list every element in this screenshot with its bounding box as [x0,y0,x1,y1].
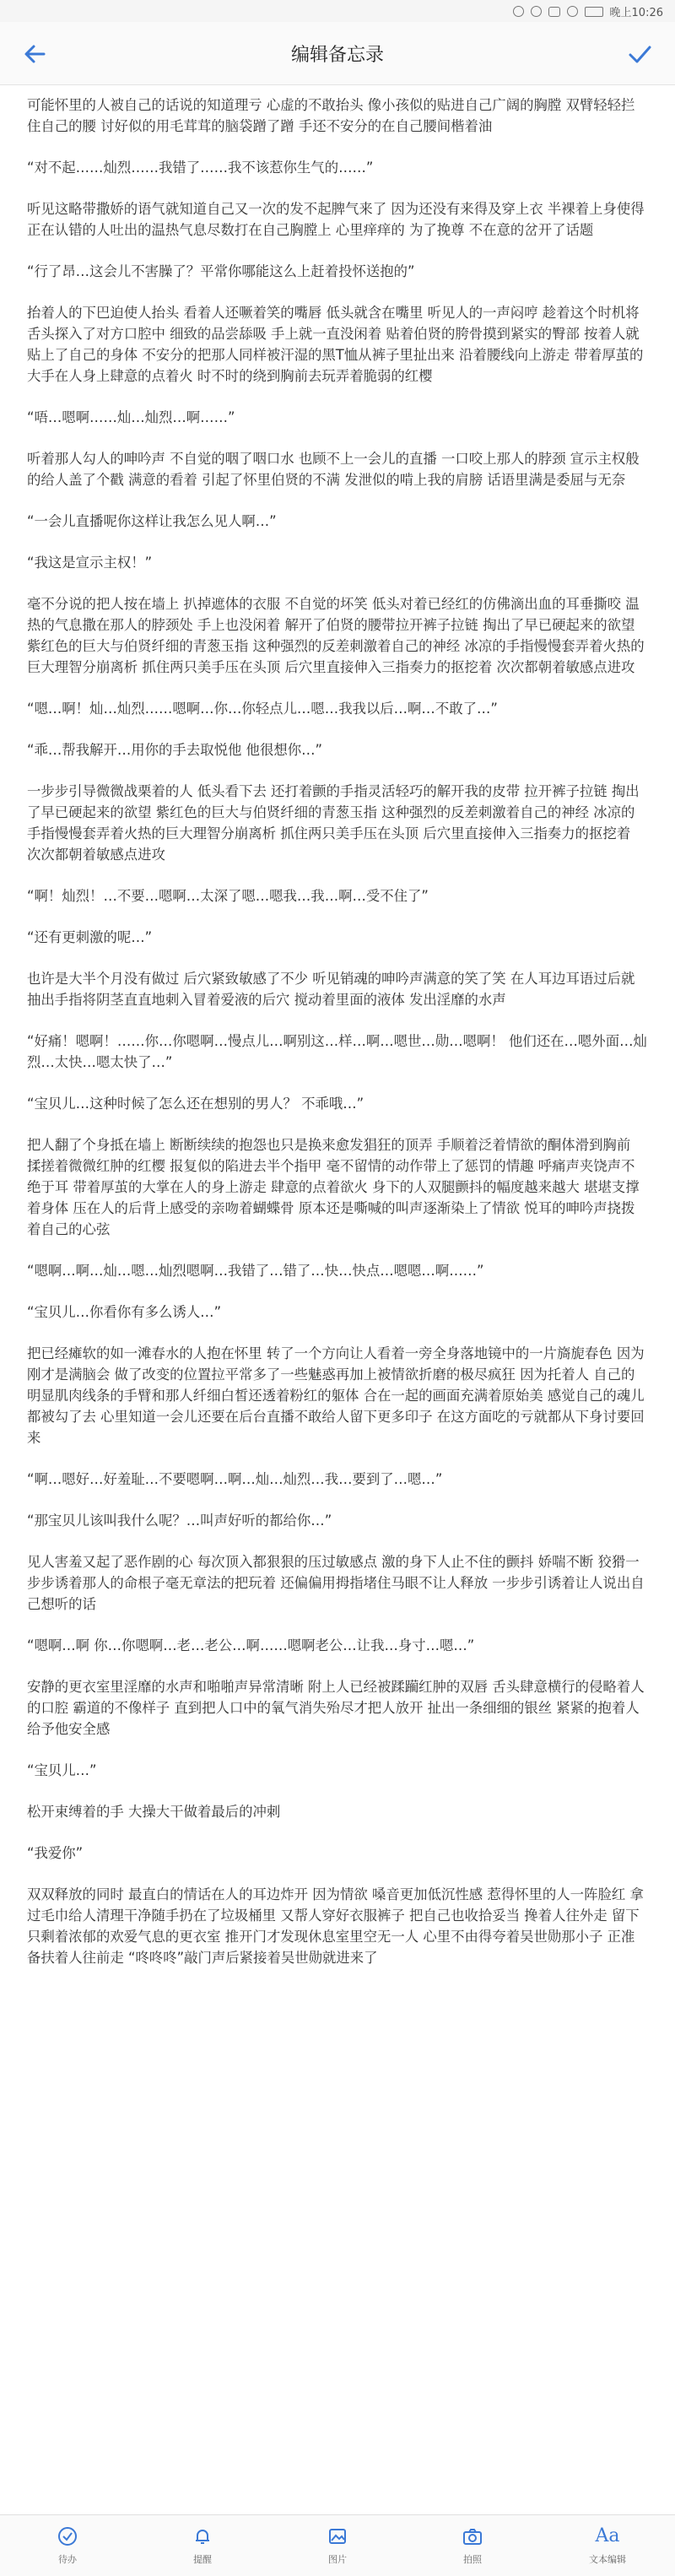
note-paragraph: 见人害羞又起了恶作剧的心 每次顶入都狠狠的压过敏感点 激的身下人止不住的颤抖 娇喘不断 狡猾一步步诱着那人的命根子毫无章法的把玩着 还偏偏用拇指堵住马眼不让人释放 一步步引诱着让人说出自己想听的话 [27,1554,645,1612]
page-title: 编辑备忘录 [290,45,384,66]
text-format-label: 文本编辑 [589,2554,626,2565]
note-paragraph: 把已经瘫软的如一滩春水的人抱在怀里 转了一个方向让人看着一旁全身落地镜中的一片旖旎春色 因为刚才是满脑会 做了改变的位置拉平常多了一些魅惑再加上被情欲折磨的极尽疯狂 因为托着人 自己的明显肌肉线条的手臂和那人纤细白皙还透着粉红的躯体 合在一起的画面充满着原始美 感觉自己的魂儿都被勾了去 心里知道一会儿还要在后台直播不敢给人留下更多印子 在这方面吃的亏就都从下身讨要回来 [27,1345,645,1446]
todo-label: 待办 [58,2554,77,2565]
save-button[interactable] [623,37,656,71]
note-paragraph: “宝贝儿…这种时候了怎么还在想别的男人？ 不乖哦…” [27,1096,364,1112]
reminder-button[interactable] [135,2515,270,2576]
note-paragraph: “我爱你” [27,1845,84,1861]
note-paragraph: “好痛！嗯啊！……你…你嗯啊…慢点儿…啊别这…样…啊…嗯世…勋…嗯啊！ 他们还在…嗯外面…灿烈…太快…嗯太快了…” [27,1033,647,1070]
note-paragraph: 也许是大半个月没有做过 后穴紧致敏感了不少 听见销魂的呻吟声满意的笑了笑 在人耳边耳语过后就抽出手指将阴茎直直地刺入冒着爱液的后穴 搅动着里面的液体 发出淫靡的水声 [27,971,635,1008]
note-paragraph: “嗯…啊！灿…灿烈……嗯啊…你…你轻点儿…嗯…我我以后…啊…不敢了…” [27,701,498,717]
app-header [0,22,675,85]
note-paragraph: “唔…嗯啊……灿…灿烈…啊……” [27,409,235,425]
note-paragraph: “宝贝儿…你看你有多么诱人…” [27,1304,222,1320]
alarm-icon [531,6,542,17]
note-paragraph: 听着那人勾人的呻吟声 不自觉的咽了咽口水 也顾不上一会儿的直播 一口咬上那人的脖颈 宣示主权般的给人盖了个戳 满意的看着 引起了怀里伯贤的不满 发泄似的啃上我的肩膀 话语里满是委屈与无奈 [27,451,640,488]
todo-checklist-icon [57,2525,78,2547]
battery-icon [585,7,603,17]
sync-icon [513,6,524,17]
text-format-button[interactable] [540,2515,675,2576]
camera-icon [462,2525,483,2547]
todo-button[interactable] [0,2515,135,2576]
image-icon [327,2525,348,2547]
note-paragraph: “一会儿直播呢你这样让我怎么见人啊…” [27,513,277,529]
note-paragraph: “行了昂…这会儿不害臊了？平常你哪能这么上赶着投怀送抱的” [27,263,415,279]
image-label: 图片 [328,2554,347,2565]
note-paragraph: “乖…帮我解开…用你的手去取悦他 他很想你…” [27,742,323,758]
image-button[interactable] [270,2515,405,2576]
bottom-toolbar [0,2514,675,2576]
note-paragraph: 毫不分说的把人按在墙上 扒掉遮体的衣服 不自觉的坏笑 低头对着已经红的仿佛滴出血的耳垂撕咬 温热的气息撒在那人的脖颈处 手上也没闲着 解开了伯贤的腰带拉开裤子拉链 掏出了早已硬起来的欲望 紫红色的巨大与伯贤纤细的青葱玉指 这种强烈的反差刺激着自己的神经 冰凉的手指慢慢套弄着火热的巨大理智分崩离析 抓住两只美手压在头顶 后穴里直接伸入三指奏力的抠挖着 次次都朝着敏感点进攻 [27,596,645,675]
note-paragraph: 安静的更衣室里淫靡的水声和啪啪声异常清晰 附上人已经被蹂躏红肿的双唇 舌头肆意横行的侵略着人的口腔 霸道的不像样子 直到把人口中的氧气消失殆尽才把人放开 扯出一条细细的银丝 紧紧的抱着人给予他安全感 [27,1679,645,1737]
note-paragraph: 可能怀里的人被自己的话说的知道理亏 心虚的不敢抬头 像小孩似的贴进自己广阔的胸膛 双臂轻轻拦住自己的腰 讨好似的用毛茸茸的脑袋蹭了蹭 手还不安分的在自己腰间楷着油 [27,97,635,134]
note-paragraph: “啊！灿烈！…不要…嗯啊…太深了嗯…嗯我…我…啊…受不住了” [27,888,429,904]
status-bar [0,0,675,22]
note-paragraph: 松开束缚着的手 大操大干做着最后的冲刺 [27,1804,281,1820]
note-paragraph: 一步步引导微微战栗着的人 低头看下去 还打着颤的手指灵活轻巧的解开我的皮带 拉开裤子拉链 掏出了早已硬起来的欲望 紫红色的巨大与伯贤纤细的青葱玉指 这种强烈的反差刺激着自己的神经 冰凉的手指慢慢套弄着火热的巨大理智分崩离析 抓住两只美手压在头顶 后穴里直接伸入三指奏力的抠挖着 次次都朝着敏感点进攻 [27,783,640,863]
camera-label: 拍照 [463,2554,482,2565]
camera-button[interactable] [405,2515,540,2576]
note-paragraph: “宝贝儿…” [27,1762,97,1778]
note-paragraph: 双双释放的同时 最直白的情话在人的耳边炸开 因为情欲 嗓音更加低沉性感 惹得怀里的人一阵脸红 拿过毛巾给人清理干净随手扔在了垃圾桶里 又帮人穿好衣服裤子 把自己也收拾妥当 搀着人往外走 留下只剩着浓郁的欢爱气息的更衣室 推开门才发现休息室里空无一人 心里不由得夸着吴世勋那小子 正准备扶着人往前走 “咚咚咚”敲门声后紧接着吴世勋就进来了 [27,1886,644,1966]
note-paragraph: “对不起……灿烈……我错了……我不该惹你生气的……” [27,160,374,176]
check-icon [623,37,656,71]
status-icons [513,3,663,19]
note-paragraph: 抬着人的下巴迫使人抬头 看着人还噘着笑的嘴唇 低头就含在嘴里 听见人的一声闷哼 趁着这个时机将舌头探入了对方口腔中 细致的品尝舔吸 手上就一直没闲着 贴着伯贤的胯骨摸到紧实的臀部 按着人就贴上了自己的身体 不安分的把那人同样被汗湿的黑T恤从裤子里扯出来 沿着腰线向上游走 带着厚茧的大手在人身上肆意的点着火 时不时的绕到胸前去玩弄着脆弱的红樱 [27,305,644,384]
note-paragraph: “啊…嗯好…好羞耻…不要嗯啊…啊…灿…灿烈…我…要到了…嗯…” [27,1471,443,1487]
status-time: 晚上10:26 [609,7,663,19]
note-paragraph: “还有更刺激的呢…” [27,929,153,945]
text-format-icon: Aa [595,2525,620,2546]
note-paragraph: “那宝贝儿该叫我什么呢？…叫声好听的都给你…” [27,1513,332,1529]
note-editor[interactable] [27,95,648,1989]
note-paragraph: 把人翻了个身抵在墙上 断断续续的抱怨也只是换来愈发猖狂的顶弄 手顺着泛着情欲的酮体滑到胸前 揉搓着微微红肿的红樱 报复似的陷进去半个指甲 毫不留情的动作带上了惩罚的情趣 呼痛声夹饶声不绝于耳 带着厚茧的大掌在人的身上游走 肆意的点着欲火 身下的人双腿颤抖的幅度越来越大 堪堪支撑着身体 压在人的后背上感受的亲吻着蝴蝶骨 原本还是嘶喊的叫声逐渐染上了情欲 悦耳的呻吟声挠拨着自己的心弦 [27,1137,640,1237]
note-paragraph: “嗯啊…啊…灿…嗯…灿烈嗯啊…我错了…错了…快…快点…嗯嗯…啊……” [27,1263,484,1279]
mute-icon [548,7,560,17]
note-paragraph: “嗯啊…啊 你…你嗯啊…老…老公…啊……嗯啊老公…让我…身寸…嗯…” [27,1637,475,1653]
note-paragraph: 听见这略带撒娇的语气就知道自己又一次的发不起脾气来了 因为还没有来得及穿上衣 半裸着上身使得正在认错的人吐出的温热气息尽数打在自己胸膛上 心里痒痒的 为了挽尊 不在意的岔开了话题 [27,201,645,238]
note-paragraph: “我这是宣示主权！” [27,555,153,571]
reminder-label: 提醒 [193,2554,212,2565]
wifi-icon [567,6,578,17]
bell-reminder-icon [192,2525,213,2547]
